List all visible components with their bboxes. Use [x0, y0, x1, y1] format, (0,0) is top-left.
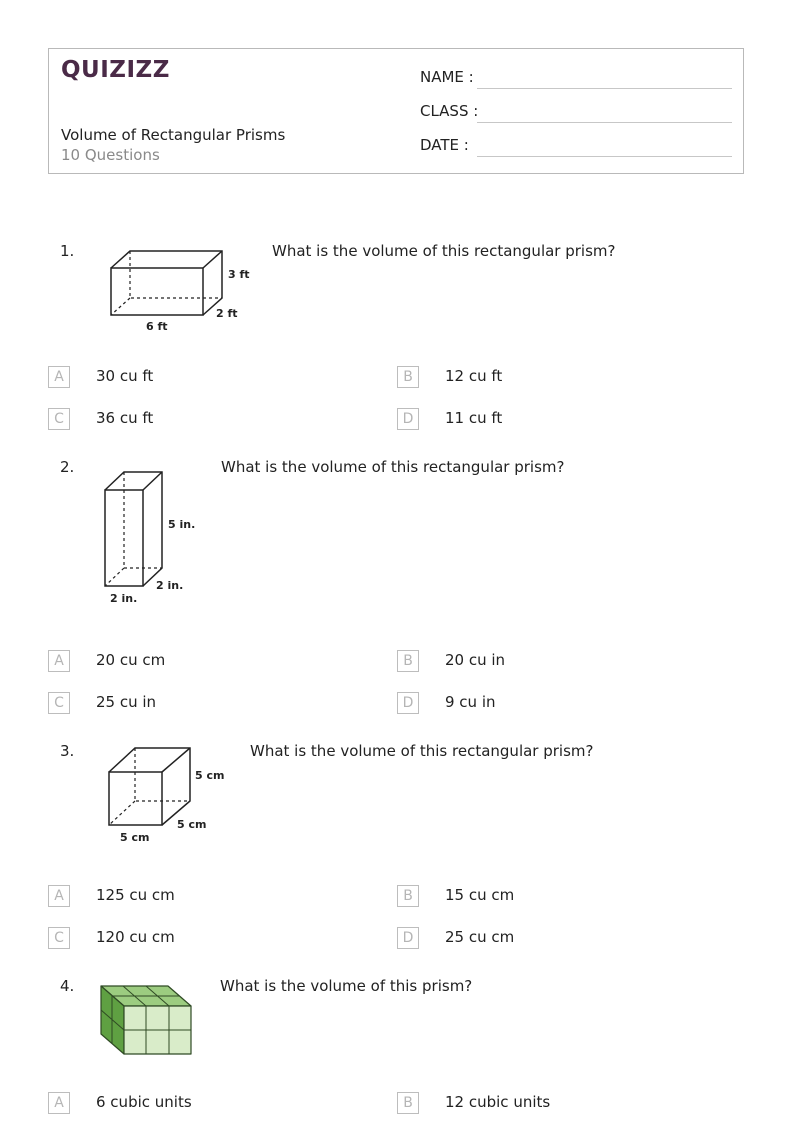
option-a-text[interactable]: 6 cubic units: [96, 1093, 192, 1111]
option-b-text[interactable]: 20 cu in: [445, 651, 506, 669]
date-line[interactable]: [477, 156, 732, 157]
option-d-box[interactable]: D: [397, 927, 419, 949]
option-a-box[interactable]: A: [48, 366, 70, 388]
class-line[interactable]: [477, 122, 732, 123]
option-a-box[interactable]: A: [48, 650, 70, 672]
question-text: What is the volume of this rectangular prism?: [272, 242, 616, 260]
question-count: 10 Questions: [61, 146, 160, 164]
worksheet-title: Volume of Rectangular Prisms: [61, 126, 286, 144]
depth-label: 5 cm: [177, 818, 207, 831]
option-a-text[interactable]: 125 cu cm: [96, 886, 175, 904]
option-b-box[interactable]: B: [397, 1092, 419, 1114]
name-label: NAME :: [420, 68, 474, 86]
worksheet-header: [48, 48, 744, 174]
depth-label: 2 ft: [216, 307, 238, 320]
prism-figure-1: [94, 244, 254, 336]
option-d-text[interactable]: 25 cu cm: [445, 928, 515, 946]
width-label: 6 ft: [146, 320, 168, 333]
question-number: 1.: [60, 242, 75, 260]
option-c-text[interactable]: 120 cu cm: [96, 928, 175, 946]
option-c-text[interactable]: 25 cu in: [96, 693, 157, 711]
option-d-text[interactable]: 11 cu ft: [445, 409, 503, 427]
height-label: 5 in.: [168, 518, 196, 531]
option-d-box[interactable]: D: [397, 692, 419, 714]
option-b-text[interactable]: 15 cu cm: [445, 886, 515, 904]
question-text: What is the volume of this rectangular prism?: [221, 458, 565, 476]
class-label: CLASS :: [420, 102, 479, 120]
option-b-box[interactable]: B: [397, 650, 419, 672]
name-line[interactable]: [477, 88, 732, 89]
question-number: 2.: [60, 458, 75, 476]
cube-stack-figure: [98, 983, 198, 1057]
option-a-box[interactable]: A: [48, 885, 70, 907]
option-d-box[interactable]: D: [397, 408, 419, 430]
option-b-text[interactable]: 12 cu ft: [445, 367, 503, 385]
option-d-text[interactable]: 9 cu in: [445, 693, 496, 711]
width-label: 5 cm: [120, 831, 150, 844]
depth-label: 2 in.: [156, 579, 184, 592]
question-text: What is the volume of this prism?: [220, 977, 473, 995]
date-label: DATE :: [420, 136, 469, 154]
option-c-box[interactable]: C: [48, 692, 70, 714]
option-c-text[interactable]: 36 cu ft: [96, 409, 154, 427]
question-text: What is the volume of this rectangular prism?: [250, 742, 594, 760]
option-a-text[interactable]: 20 cu cm: [96, 651, 166, 669]
width-label: 2 in.: [110, 592, 138, 605]
height-label: 5 cm: [195, 769, 225, 782]
option-a-text[interactable]: 30 cu ft: [96, 367, 154, 385]
option-b-box[interactable]: B: [397, 366, 419, 388]
option-b-box[interactable]: B: [397, 885, 419, 907]
question-number: 4.: [60, 977, 75, 995]
question-number: 3.: [60, 742, 75, 760]
prism-figure-3: [100, 744, 235, 848]
quizizz-logo: QUIZIZZ: [61, 57, 170, 83]
option-b-text[interactable]: 12 cubic units: [445, 1093, 551, 1111]
height-label: 3 ft: [228, 268, 250, 281]
option-c-box[interactable]: C: [48, 927, 70, 949]
prism-figure-2: [96, 466, 206, 608]
option-a-box[interactable]: A: [48, 1092, 70, 1114]
option-c-box[interactable]: C: [48, 408, 70, 430]
